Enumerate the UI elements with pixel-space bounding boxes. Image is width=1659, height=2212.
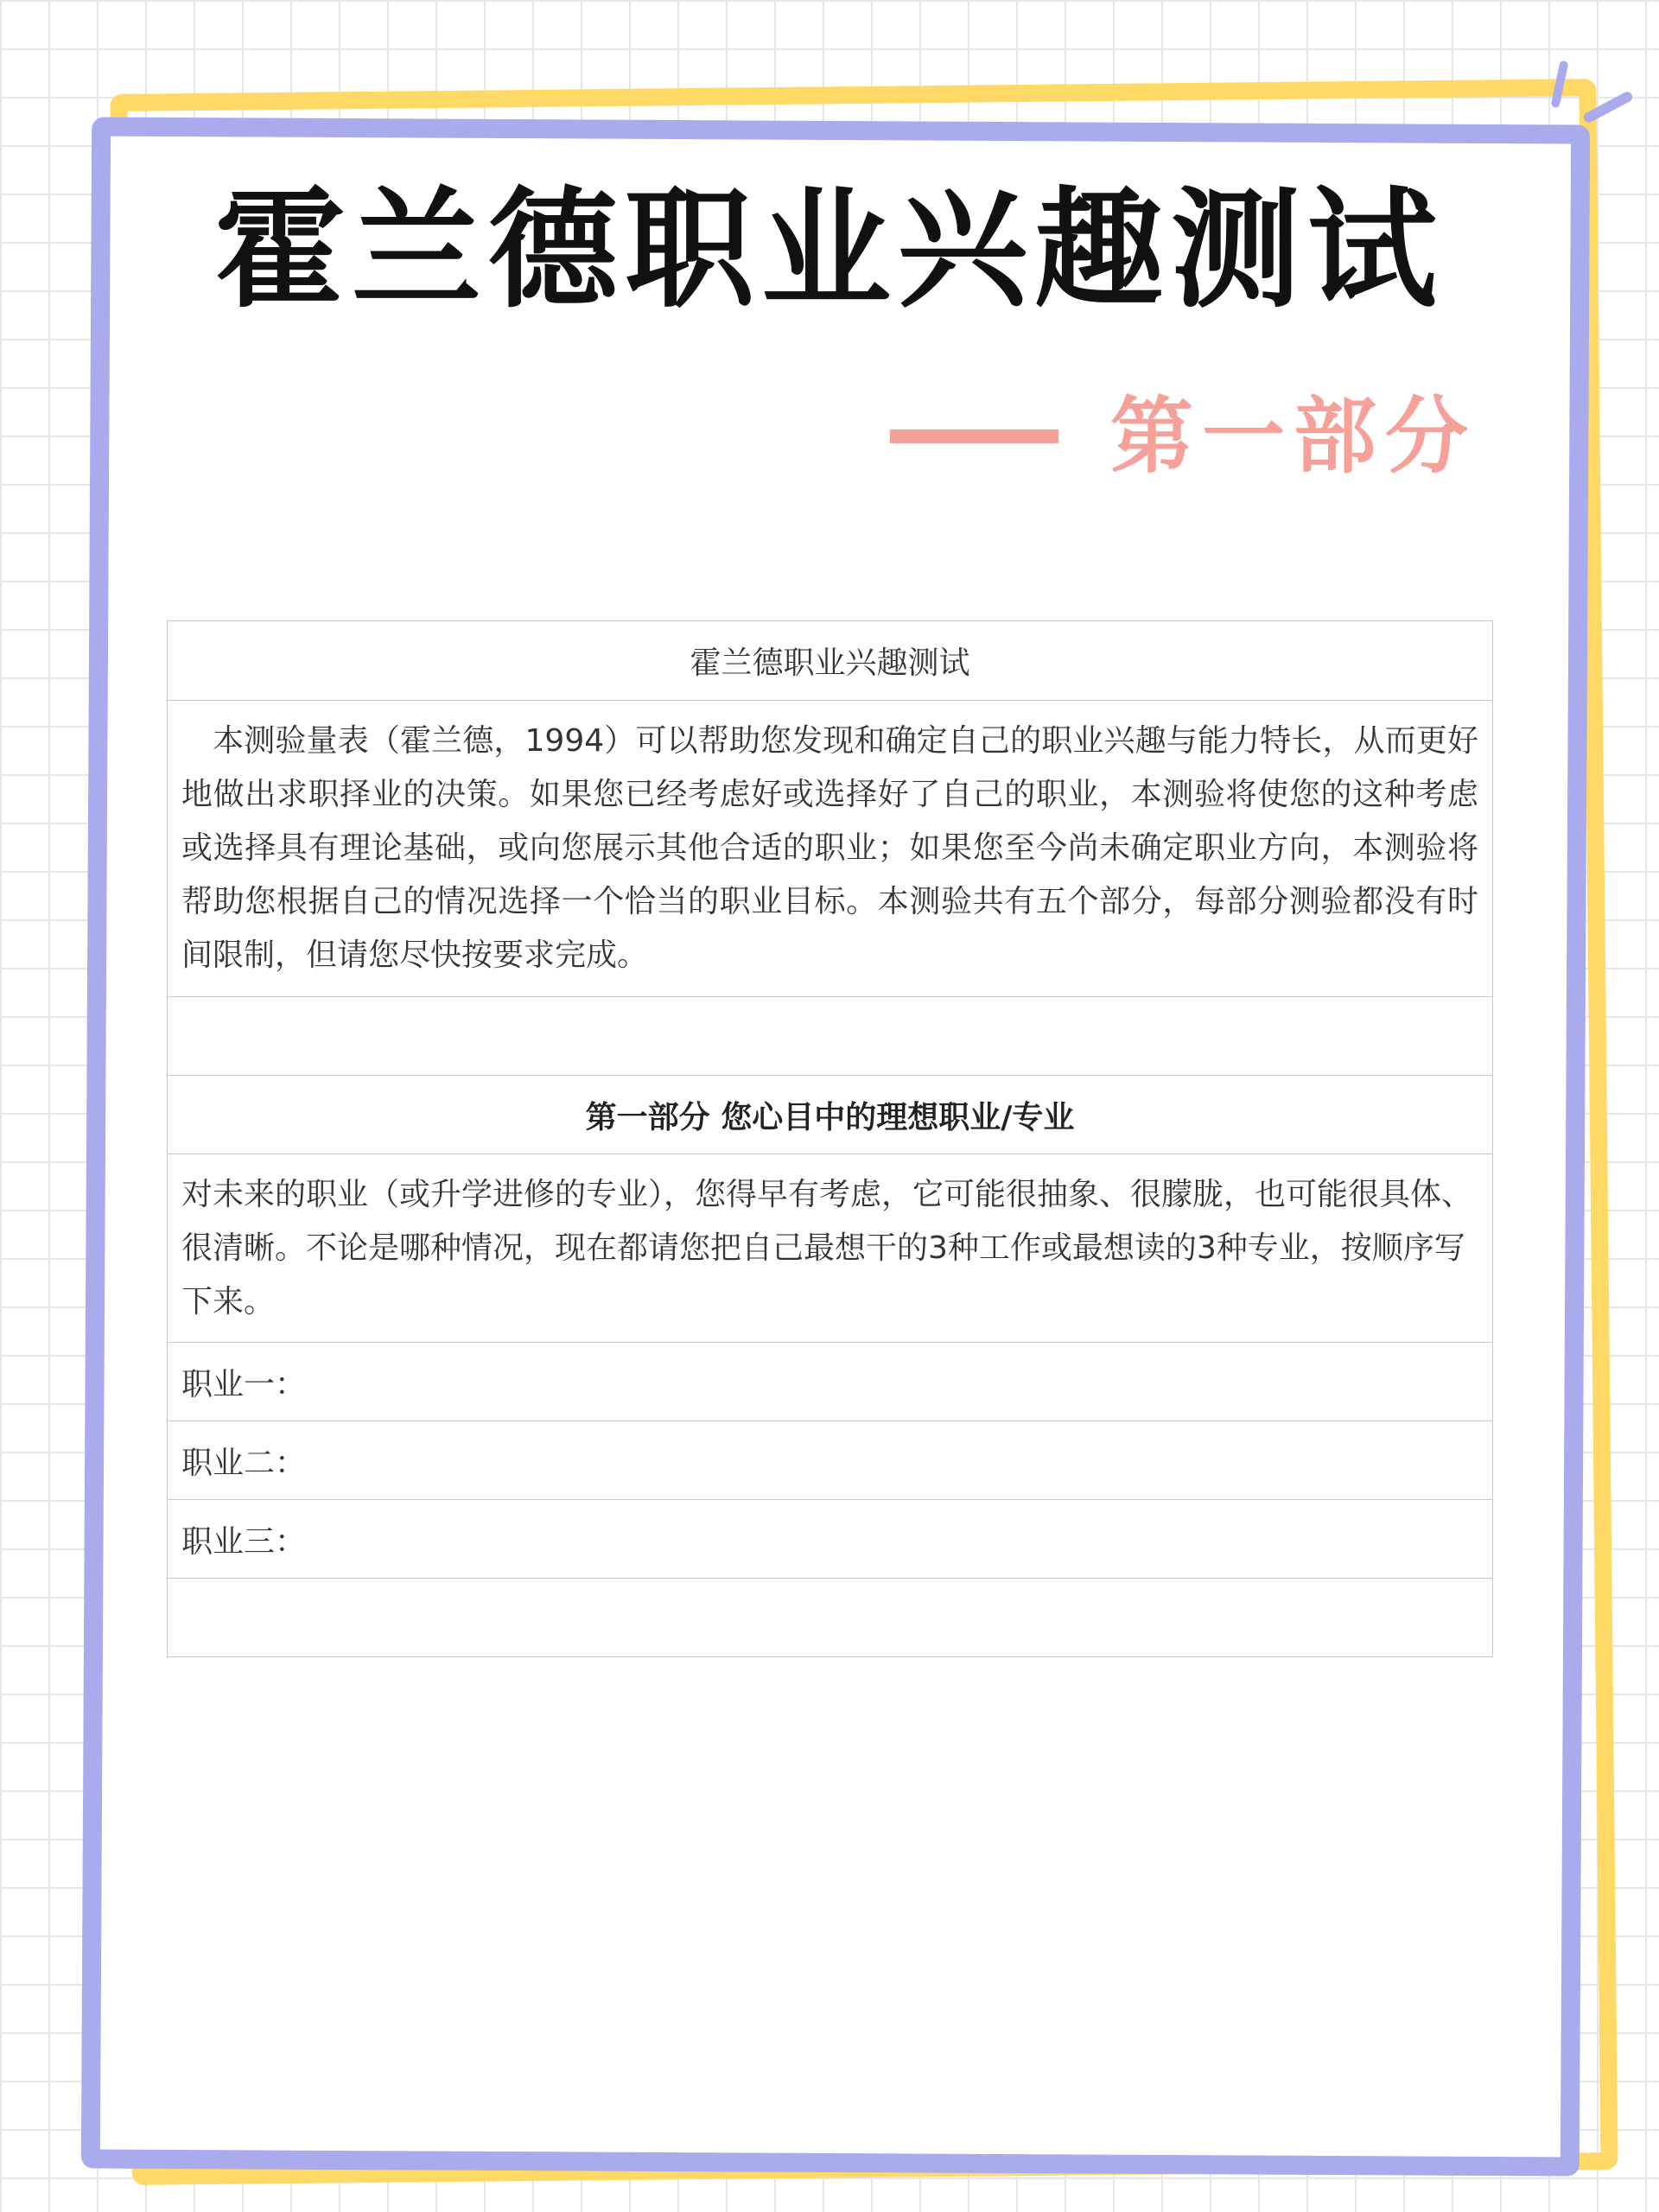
job-2-field[interactable]: 职业二： <box>168 1421 1493 1500</box>
table-row <box>168 621 1493 701</box>
job-1-field[interactable]: 职业一： <box>168 1343 1493 1421</box>
table-row <box>168 1579 1493 1657</box>
questionnaire-table <box>167 620 1493 1657</box>
intro-cell <box>168 701 1493 997</box>
intro-text: 本测验量表（霍兰德，1994）可以帮助您发现和确定自己的职业兴趣与能力特长，从而更好地做出求职择业的决策。如果您已经考虑好或选择好了自己的职业，本测验将使您的这种考虑或选择具有理论基础，或向您展示其他合适的职业；如果您至今尚未确定职业方向，本测验将帮助您根据自己的情况选择一个恰当的职业目标。本测验共有五个部分，每部分测验都没有时间限制，但请您尽快按要求完成。 <box>181 723 1478 973</box>
table-row <box>168 1154 1493 1343</box>
table-row <box>168 997 1493 1076</box>
table-row <box>168 701 1493 997</box>
table-row <box>168 1343 1493 1421</box>
page-title: 霍兰德职业兴趣测试 <box>214 175 1444 326</box>
blank-cell <box>168 997 1493 1076</box>
table-row <box>168 1421 1493 1500</box>
section-title: 第一部分 您心目中的理想职业/专业 <box>168 1076 1493 1154</box>
table-row <box>168 1500 1493 1579</box>
part-label: 第一部分 <box>1110 388 1477 485</box>
blank-cell <box>168 1579 1493 1657</box>
table-row <box>168 1076 1493 1154</box>
part-heading <box>890 389 1477 484</box>
table-title: 霍兰德职业兴趣测试 <box>168 621 1493 701</box>
job-3-field[interactable]: 职业三： <box>168 1500 1493 1579</box>
instructions-text: 对未来的职业（或升学进修的专业），您得早有考虑，它可能很抽象、很朦胧，也可能很具体、很清晰。不论是哪种情况，现在都请您把自己最想干的3种工作或最想读的3种专业，按顺序写下来。 <box>168 1154 1493 1343</box>
dash-decoration <box>890 429 1058 443</box>
